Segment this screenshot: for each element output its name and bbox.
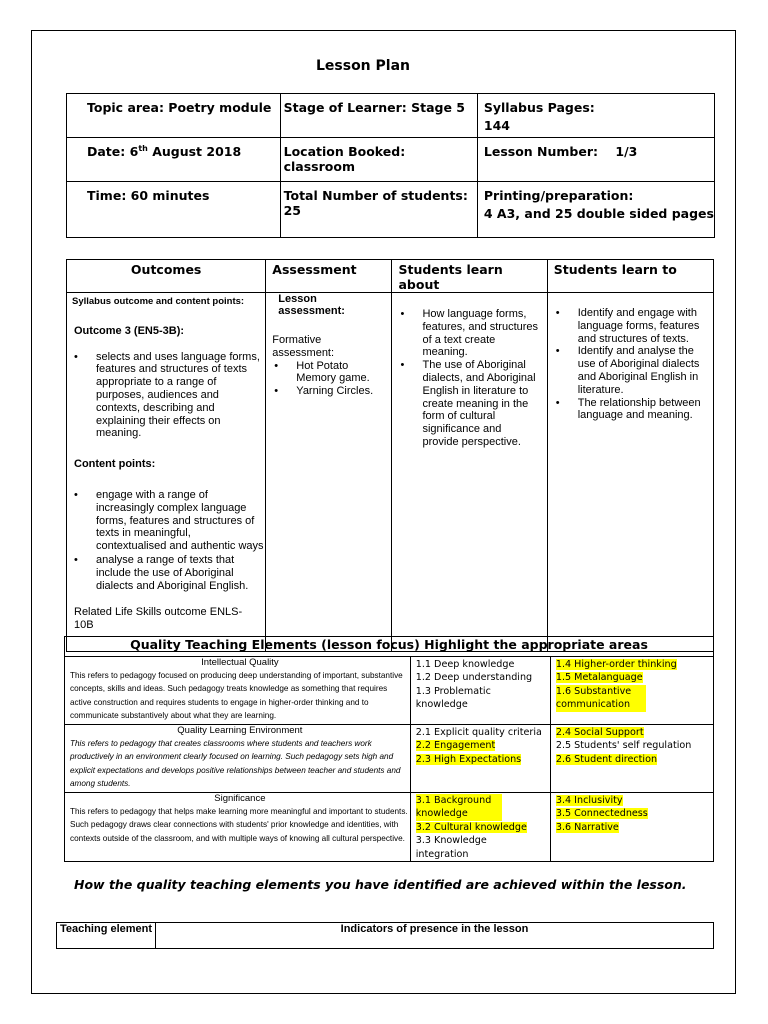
learn-to-header: Students learn to: [547, 260, 713, 293]
list-item: • analyse a range of texts that include the use of Aboriginal dialects and Aboriginal English.: [96, 554, 264, 592]
outcomes-cell: Syllabus outcome and content points: Outcome 3 (EN5-3B): • selects and uses language forms, features and structures of texts appropriate to a range of purposes, audiences and contexts, describing and explaining their effects on meaning. Content points: • engage with a range of increasingly complex language forms, features and structures of texts in meaningful, contextualised and authentic ways • analyse a range of texts that include the use of Aboriginal dialects and Aboriginal English. Related Life Skills outcome ENLS-10B: [67, 293, 266, 652]
lesson-number-cell: Lesson Number: 1/3: [477, 138, 714, 182]
quality-heading: Quality Teaching Elements (lesson focus) Highlight the appropriate areas: [65, 637, 714, 657]
learning-environment-items: 2.1 Explicit quality criteria 2.2 Engagement 2.3 High Expectations: [410, 725, 550, 793]
intellectual-quality-items: 1.1 Deep knowledge 1.2 Deep understanding 1.3 Problematic knowledge: [410, 657, 550, 725]
students-cell: Total Number of students: 25: [280, 182, 477, 238]
list-item: • Yarning Circles.: [296, 385, 391, 398]
lesson-header-table: [66, 93, 715, 238]
content-heading: Content points:: [74, 458, 156, 471]
significance-items: 3.1 Background knowledge 3.2 Cultural knowledge 3.3 Knowledge integration: [410, 793, 550, 862]
list-item: • The relationship between language and meaning.: [578, 397, 706, 423]
outcomes-header: Outcomes: [67, 260, 266, 293]
outcome-heading: Outcome 3 (EN5-3B):: [74, 324, 185, 337]
learning-environment-right: 2.4 Social Support 2.5 Students' self regulation 2.6 Student direction: [550, 725, 713, 793]
location-cell: Location Booked: classroom: [280, 138, 477, 182]
list-item: • Identify and analyse the use of Aboriginal dialects and Aboriginal English in literature.: [578, 345, 706, 396]
intellectual-quality-highlighted: 1.4 Higher-order thinking 1.5 Metalanguage 1.6 Substantive communication: [550, 657, 713, 725]
page-title: Lesson Plan: [315, 58, 410, 74]
list-item: • The use of Aboriginal dialects, and Aboriginal English in literature to create meaning in the form of cultural significance and provide perspective.: [422, 359, 540, 449]
topic-cell: Topic area: Poetry module: [67, 94, 281, 138]
date-cell: Date: 6th August 2018: [67, 138, 281, 182]
related-outcome: Related Life Skills outcome ENLS-10B: [74, 606, 243, 632]
significance-right: 3.4 Inclusivity 3.5 Connectedness 3.6 Narrative: [550, 793, 713, 862]
teaching-element-table: [56, 922, 714, 949]
assessment-header: Assessment: [266, 260, 392, 293]
printing-cell: Printing/preparation: 4 A3, and 25 double sided pages: [477, 182, 714, 238]
list-item: • Identify and engage with language forms, features and structures of texts.: [578, 307, 706, 345]
syllabus-cell: Syllabus Pages: 144: [477, 94, 714, 138]
indicators-header: Indicators of presence in the lesson: [156, 923, 714, 949]
time-cell: Time: 60 minutes: [67, 182, 281, 238]
assessment-cell: Lesson assessment: Formative assessment: • Hot Potato Memory game. • Yarning Circles.: [266, 293, 392, 652]
learn-to-cell: [547, 293, 713, 652]
intellectual-quality-desc: Intellectual Quality This refers to pedagogy focused on producing deep understanding of important, substantive concepts, skills and ideas. Such pedagogy treats knowledge as something that requires active construction and requires students to engage in higher-order thinking and to communicate substantively about what they are learning.: [65, 657, 411, 725]
list-item: • engage with a range of increasingly complex language forms, features and structures of texts in meaningful, contextualised and authentic ways: [96, 489, 264, 553]
learn-about-header: Students learn about: [392, 260, 547, 293]
significance-desc: Significance This refers to pedagogy that helps make learning more meaningful and important to students. Such pedagogy draws clear connections with students' prior knowledge and identities, with contexts outside of the classroom, and with multiple ways of knowing all cultural perspective.: [65, 793, 411, 862]
list-item: • selects and uses language forms, features and structures of texts appropriate to a range of purposes, audiences and contexts, describing and explaining their effects on meaning.: [96, 351, 264, 441]
stage-cell: Stage of Learner: Stage 5: [280, 94, 477, 138]
teaching-element-header: Teaching element: [57, 923, 156, 949]
quality-caption: How the quality teaching elements you have identified are achieved within the lesson.: [74, 877, 687, 892]
list-item: • How language forms, features, and structures of a text create meaning.: [422, 308, 540, 359]
learn-about-cell: [392, 293, 547, 652]
outcomes-table: [66, 259, 714, 652]
quality-teaching-table: [64, 636, 714, 862]
list-item: • Hot Potato Memory game.: [296, 360, 376, 386]
learning-environment-desc: Quality Learning Environment This refers to pedagogy that creates classrooms where students and teachers work productively in an environment clearly focused on learning. Such pedagogy sets high and explicit expectations and develops positive relationships between teacher and students and among students.: [65, 725, 411, 793]
